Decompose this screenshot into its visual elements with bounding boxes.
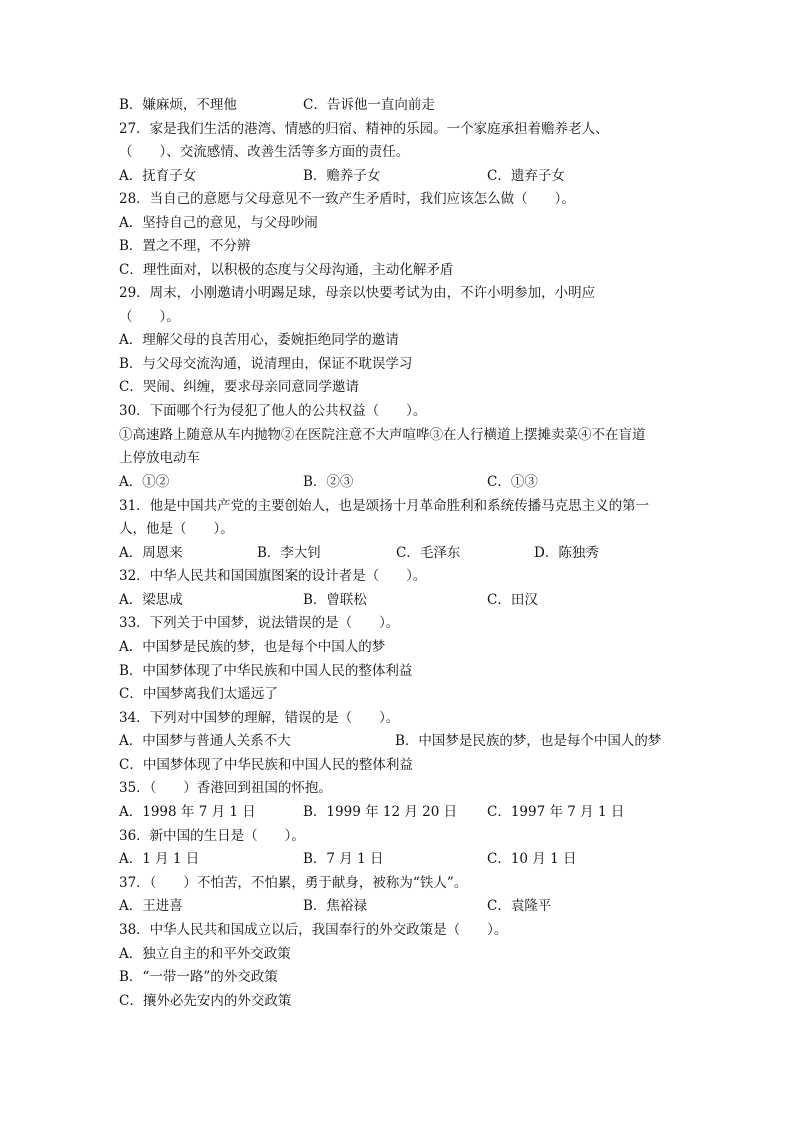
question-stem: 32．中华人民共和国国旗图案的设计者是（ ）。 bbox=[119, 568, 427, 584]
option-c: C．①③ bbox=[487, 474, 538, 490]
option-c: C．中国梦离我们太遥远了 bbox=[119, 686, 278, 702]
question-stem: （ ）。 bbox=[119, 309, 180, 325]
question-stem: 35．（ ）香港回到祖国的怀抱。 bbox=[119, 780, 332, 796]
option-c: C．告诉他一直向前走 bbox=[303, 97, 435, 113]
option-a: A．中国梦与普通人关系不大 bbox=[119, 733, 291, 749]
option-c: C．遗弃子女 bbox=[487, 168, 565, 184]
option-a: A．独立自主的和平外交政策 bbox=[119, 946, 291, 962]
option-b: B．中国梦是民族的梦，也是每个中国人的梦 bbox=[395, 733, 662, 749]
option-a: A．1 月 1 日 bbox=[119, 851, 200, 867]
option-b: B．赡养子女 bbox=[303, 168, 381, 184]
option-c: C．中国梦体现了中华民族和中国人民的整体利益 bbox=[119, 757, 413, 773]
option-a: A．中国梦是民族的梦，也是每个中国人的梦 bbox=[119, 639, 386, 655]
option-c: C．10 月 1 日 bbox=[487, 851, 577, 867]
question-stem: 27．家是我们生活的港湾、情感的归宿、精神的乐园。一个家庭承担着赡养老人、 bbox=[119, 121, 609, 137]
option-a: A．王进喜 bbox=[119, 898, 183, 914]
option-b: B．李大钊 bbox=[257, 545, 321, 561]
option-a: A．坚持自己的意见，与父母吵闹 bbox=[119, 215, 318, 231]
question-stem: 37．（ ）不怕苦，不怕累，勇于献身，被称为“铁人”。 bbox=[119, 875, 468, 891]
option-a: A．①② bbox=[119, 474, 170, 490]
question-stem: 29．周末，小刚邀请小明踢足球，母亲以快要考试为由，不许小明参加，小明应 bbox=[119, 285, 596, 301]
question-stem: 30．下面哪个行为侵犯了他人的公共权益（ ）。 bbox=[119, 403, 427, 419]
question-stem: 31．他是中国共产党的主要创始人，也是颂扬十月革命胜利和系统传播马克思主义的第一 bbox=[119, 498, 650, 514]
option-c: C．1997 年 7 月 1 日 bbox=[487, 804, 625, 820]
option-b: B．与父母交流沟通，说清理由，保证不耽误学习 bbox=[119, 356, 413, 372]
option-c: C．袁隆平 bbox=[487, 898, 552, 914]
option-b: B．“一带一路”的外交政策 bbox=[119, 969, 278, 985]
option-a: A．梁思成 bbox=[119, 592, 183, 608]
option-c: C．攘外必先安内的外交政策 bbox=[119, 993, 292, 1009]
question-stem: 38．中华人民共和国成立以后，我国奉行的外交政策是（ ）。 bbox=[119, 922, 508, 938]
question-stem: 34．下列对中国梦的理解，错误的是（ ）。 bbox=[119, 710, 400, 726]
option-a: A．1998 年 7 月 1 日 bbox=[119, 804, 256, 820]
option-c: C．哭闹、纠缠，要求母亲同意同学邀请 bbox=[119, 379, 359, 395]
option-a: A．抚育子女 bbox=[119, 168, 197, 184]
statement-list: ①高速路上随意从车内抛物②在医院注意不大声喧哗③在人行横道上摆摊卖菜④不在盲道 bbox=[119, 427, 646, 443]
option-a: A．周恩来 bbox=[119, 545, 183, 561]
option-d: D．陈独秀 bbox=[534, 545, 599, 561]
option-c: C．田汉 bbox=[487, 592, 538, 608]
option-b: B．7 月 1 日 bbox=[303, 851, 384, 867]
question-stem: 33．下列关于中国梦，说法错误的是（ ）。 bbox=[119, 615, 400, 631]
question-stem: 28．当自己的意愿与父母意见不一致产生矛盾时，我们应该怎么做（ ）。 bbox=[119, 191, 575, 207]
option-b: B．中国梦体现了中华民族和中国人民的整体利益 bbox=[119, 663, 413, 679]
question-stem: 36．新中国的生日是（ ）。 bbox=[119, 828, 305, 844]
option-b: B．焦裕禄 bbox=[303, 898, 367, 914]
option-b: B．嫌麻烦，不理他 bbox=[119, 97, 237, 113]
option-b: B．置之不理，不分辨 bbox=[119, 238, 251, 254]
question-stem: （ ）、交流感情、改善生活等多方面的责任。 bbox=[119, 144, 410, 160]
option-c: C．毛泽东 bbox=[396, 545, 461, 561]
option-a: A．理解父母的良苦用心，委婉拒绝同学的邀请 bbox=[119, 332, 399, 348]
question-stem: 人，他是（ ）。 bbox=[119, 521, 234, 537]
statement-list: 上停放电动车 bbox=[119, 450, 200, 466]
option-c: C．理性面对，以积极的态度与父母沟通，主动化解矛盾 bbox=[119, 262, 454, 278]
option-b: B．②③ bbox=[303, 474, 354, 490]
option-b: B．曾联松 bbox=[303, 592, 367, 608]
option-b: B．1999 年 12 月 20 日 bbox=[303, 804, 458, 820]
